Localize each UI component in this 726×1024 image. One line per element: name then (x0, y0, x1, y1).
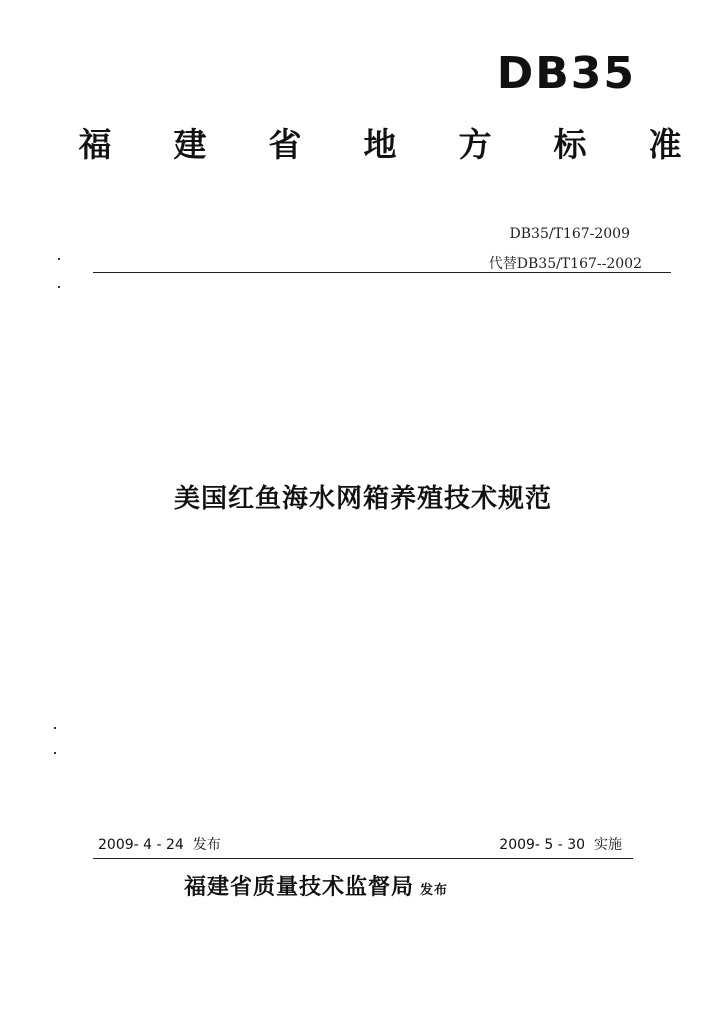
heading-char: 方 (458, 125, 492, 164)
scan-speck (58, 286, 60, 288)
document-title: 美国红鱼海水网箱养殖技术规范 (173, 484, 552, 514)
scan-speck (54, 727, 56, 729)
heading-char: 福 (78, 125, 112, 164)
scan-speck (54, 752, 56, 754)
standard-number: DB35/T167-2009 (509, 226, 630, 242)
issuer-suffix: 发布 (420, 883, 449, 898)
top-rule (93, 272, 671, 273)
issuer-name: 福建省质量技术监督局 (184, 875, 415, 900)
bottom-rule (93, 858, 633, 859)
heading-char: 标 (553, 125, 587, 164)
heading-char: 准 (648, 125, 682, 164)
scan-speck (58, 258, 60, 260)
heading-char: 地 (363, 125, 397, 164)
heading-char: 省 (268, 125, 302, 164)
standard-code: DB35 (496, 48, 636, 99)
heading-char: 建 (173, 125, 207, 164)
replaces-note: 代替DB35/T167--2002 (488, 256, 642, 272)
effective-date: 2009- 5 - 30 实施 (499, 837, 622, 853)
provincial-standard-heading (70, 125, 690, 164)
publish-date: 2009- 4 - 24 发布 (98, 837, 221, 853)
issuer-line (184, 870, 448, 901)
